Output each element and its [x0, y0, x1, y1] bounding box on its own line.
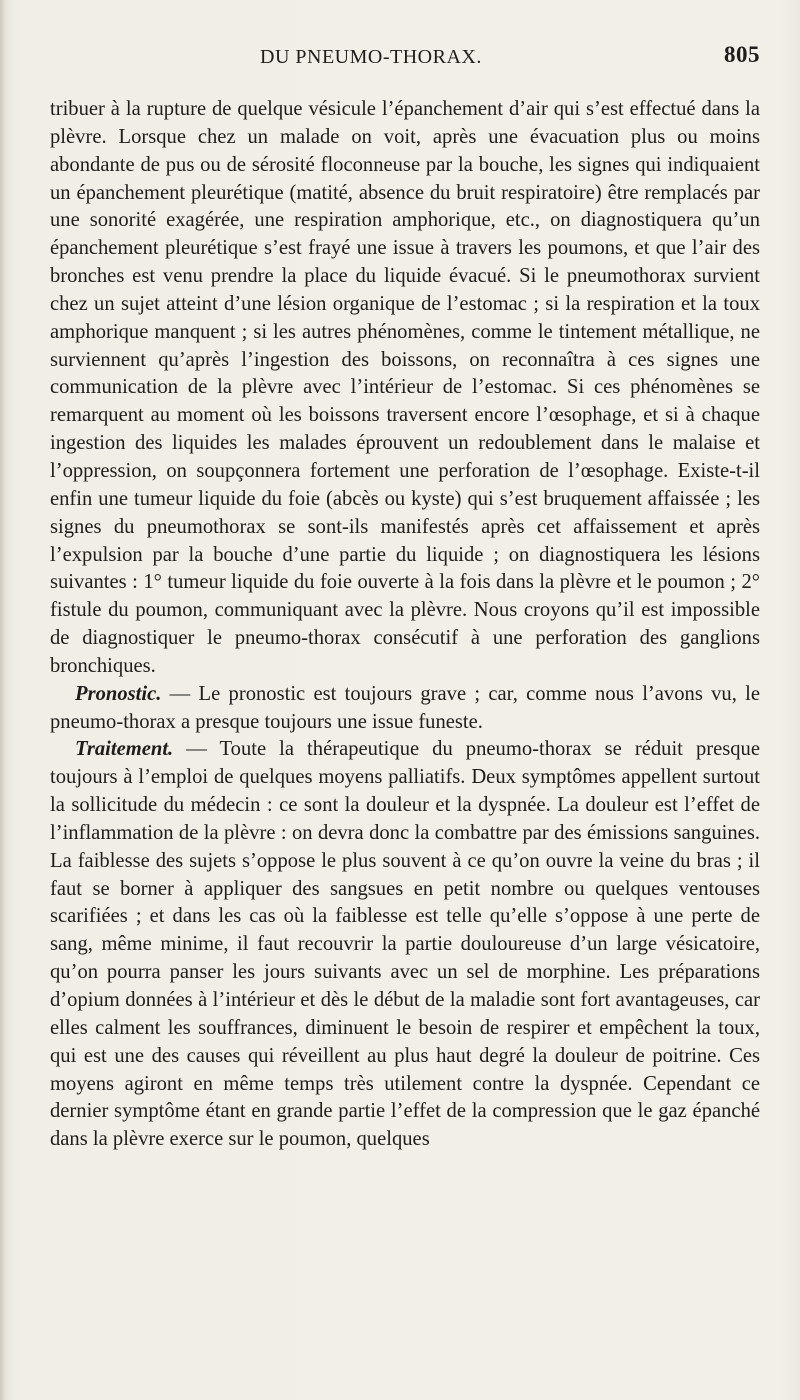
- paragraph-pronostic: [50, 681, 760, 737]
- running-head: [260, 40, 760, 72]
- paragraph-diagnosis: [50, 96, 760, 681]
- section-heading-pronostic: Pronostic.: [75, 682, 162, 705]
- page-number: 805: [724, 42, 760, 67]
- paragraph-text: — Le pronostic est toujours grave ; car, comme nous l’avons vu, le pneumo-thorax a presque toujours une issue funeste.: [50, 682, 760, 733]
- section-heading-traitement: Traitement.: [75, 738, 174, 761]
- running-title: DU PNEUMO-THORAX.: [260, 46, 482, 68]
- paragraph-traitement: [50, 736, 760, 1154]
- paragraph-text: tribuer à la rupture de quelque vésicule l’épanchement d’air qui s’est effectué dans la plèvre. Lorsque chez un malade on voit, après une évacuation plus ou moins abondante de pus ou de sérosité floconneuse par la bouche, les signes qui indiquaient un épanchement pleurétique (matité, absence du bruit respiratoire) être remplacés par une sonorité exagérée, une respiration amphorique, etc., on diagnostiquera qu’un épanchement pleurétique s’est frayé une issue à travers les poumons, et que l’air des bronches est venu prendre la place du liquide évacué. Si le pneumothorax survient chez un sujet atteint d’une lésion organique de l’estomac ; si la respiration et la toux amphorique manquent ; si les autres phénomènes, comme le tintement métallique, ne surviennent qu’après l’ingestion des boissons, on reconnaîtra à ces signes une communication de la plèvre avec l’intérieur de l’estomac. Si ces phénomènes se remarquent au moment où les boissons traversent encore l’œsophage, et si à chaque ingestion des liquides les malades éprouvent un redoublement dans le malaise et l’oppression, on soupçonnera fortement une perforation de l’œsophage. Existe-t-il enfin une tumeur liquide du foie (abcès ou kyste) qui s’est bruquement affaissée ; les signes du pneumothorax se sont-ils manifestés après cet affaissement et après l’expulsion par la bouche d’une partie du liquide ; on diagnostiquera les lésions suivantes : 1° tumeur liquide du foie ouverte à la fois dans la plèvre et le poumon ; 2° fistule du poumon, communiquant avec la plèvre. Nous croyons qu’il est impossible de diagnostiquer le pneumo-thorax consécutif à une perforation des ganglions bronchiques.: [50, 98, 760, 677]
- paragraph-text: — Toute la thérapeutique du pneumo-thorax se réduit presque toujours à l’emploi de quelques moyens palliatifs. Deux symptômes appellent surtout la sollicitude du médecin : ce sont la douleur et la dyspnée. La douleur est l’effet de l’inflammation de la plèvre : on devra donc la combattre par des émissions sanguines. La faiblesse des sujets s’oppose le plus souvent à ce qu’on ouvre la veine du bras ; il faut se borner à appliquer des sangsues en petit nombre ou quelques ventouses scarifiées ; et dans les cas où la faiblesse est telle qu’elle s’oppose à une perte de sang, même minime, il faut recouvrir la partie douloureuse d’un large vésicatoire, qu’on pourra panser les jours suivants avec un sel de morphine. Les préparations d’opium données à l’intérieur et dès le début de la maladie sont fort avantageuses, car elles calment les souffrances, diminuent le besoin de respirer et empêchent la toux, qui est une des causes qui réveillent au plus haut degré la douleur de poitrine. Ces moyens agiront en même temps très utilement contre la dyspnée. Cependant ce dernier symptôme étant en grande partie l’effet de la compression que le gaz épanché dans la plèvre exerce sur le poumon, quelques: [50, 738, 760, 1151]
- body-text: [50, 96, 760, 1154]
